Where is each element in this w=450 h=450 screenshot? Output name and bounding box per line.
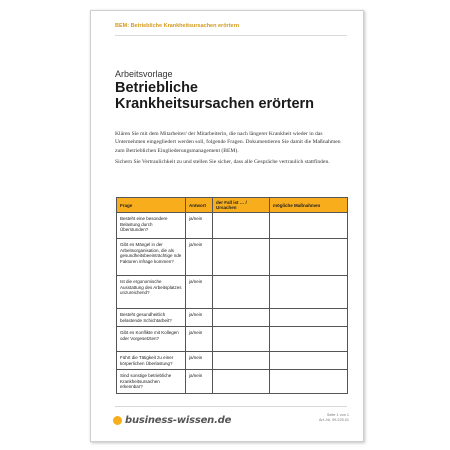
answer-cell[interactable]: ja/nein <box>186 352 213 370</box>
cause-cell[interactable] <box>213 239 270 276</box>
table-row <box>117 352 348 370</box>
measure-cell[interactable] <box>270 213 348 239</box>
article-number: Art.-Nr. 99.225.01 <box>319 418 349 422</box>
answer-cell[interactable]: ja/nein <box>186 327 213 352</box>
table-row <box>117 213 348 239</box>
title-line-1: Betriebliche <box>115 80 198 96</box>
answer-cell[interactable]: ja/nein <box>186 276 213 309</box>
question-cell: Sind sonstige betriebliche Krankheitsursachen erkennbar? <box>117 370 186 394</box>
question-cell: Besteht gesundheitlich belastende Schichtarbeit? <box>117 309 186 327</box>
answer-cell[interactable]: ja/nein <box>186 309 213 327</box>
cause-cell[interactable] <box>213 327 270 352</box>
measure-cell[interactable] <box>270 327 348 352</box>
measure-cell[interactable] <box>270 309 348 327</box>
question-cell: Gibt es Konflikte mit Kollegen oder Vorgesetzten? <box>117 327 186 352</box>
cause-cell[interactable] <box>213 309 270 327</box>
document-header: BEM: Betriebliche Krankheitsursachen erörtern <box>115 23 347 36</box>
question-cell: Gibt es Mängel in der Arbeitsorganisation, die als gesundheitsbeeinträchtige nde Faktoren infrage kommen? <box>117 239 186 276</box>
table-row <box>117 370 348 394</box>
column-header-frage: Frage <box>117 198 186 213</box>
question-table <box>116 197 348 394</box>
table-row <box>117 239 348 276</box>
cause-cell[interactable] <box>213 352 270 370</box>
title-line-2: Krankheitsursachen erörtern <box>115 96 315 112</box>
footer-meta <box>319 413 349 423</box>
cause-cell[interactable] <box>213 276 270 309</box>
brand-logo <box>113 415 231 426</box>
column-header-antwort: Antwort <box>186 198 213 213</box>
column-header-ursachen: der Fall ist … / Ursachen <box>213 198 270 213</box>
question-cell: Besteht eine besondere Belastung durch Überstunden? <box>117 213 186 239</box>
answer-cell[interactable]: ja/nein <box>186 239 213 276</box>
intro-paragraph-1: Klären Sie mit dem Mitarbeiter/ der Mitarbeiterin, die nach längerer Krankheit wieder in das Unternehmen eingegliedert werden soll, folgende Fragen. Dokumentieren Sie damit die Maßnahmen zum Betrieblichen Eingliederungsmanagement (BEM). <box>115 131 341 154</box>
document-page <box>90 10 364 442</box>
table-row <box>117 309 348 327</box>
intro-paragraph-2: Sichern Sie Vertraulichkeit zu und stellen Sie sicher, dass alle Gespräche vertraulich stattfinden. <box>115 158 330 165</box>
document-label: Arbeitsvorlage <box>115 69 173 79</box>
measure-cell[interactable] <box>270 352 348 370</box>
cause-cell[interactable] <box>213 370 270 394</box>
measure-cell[interactable] <box>270 239 348 276</box>
document-title <box>115 80 347 112</box>
table-row <box>117 276 348 309</box>
intro-text <box>115 130 347 169</box>
column-header-massnahmen: mögliche Maßnahmen <box>270 198 348 213</box>
question-cell: Ist die ergonomische Ausstattung des Arbeitsplatzes unzureichend? <box>117 276 186 309</box>
measure-cell[interactable] <box>270 276 348 309</box>
page-number: Seite 1 von 1 <box>326 413 349 417</box>
measure-cell[interactable] <box>270 370 348 394</box>
table-header-row <box>117 198 348 213</box>
question-cell: Führt die Tätigkeit zu einer körperlichen Überlastung? <box>117 352 186 370</box>
table-row <box>117 327 348 352</box>
logo-text: business-wissen.de <box>125 415 232 426</box>
answer-cell[interactable]: ja/nein <box>186 370 213 394</box>
logo-dot-icon <box>113 416 122 425</box>
answer-cell[interactable]: ja/nein <box>186 213 213 239</box>
footer-divider <box>115 406 347 407</box>
cause-cell[interactable] <box>213 213 270 239</box>
